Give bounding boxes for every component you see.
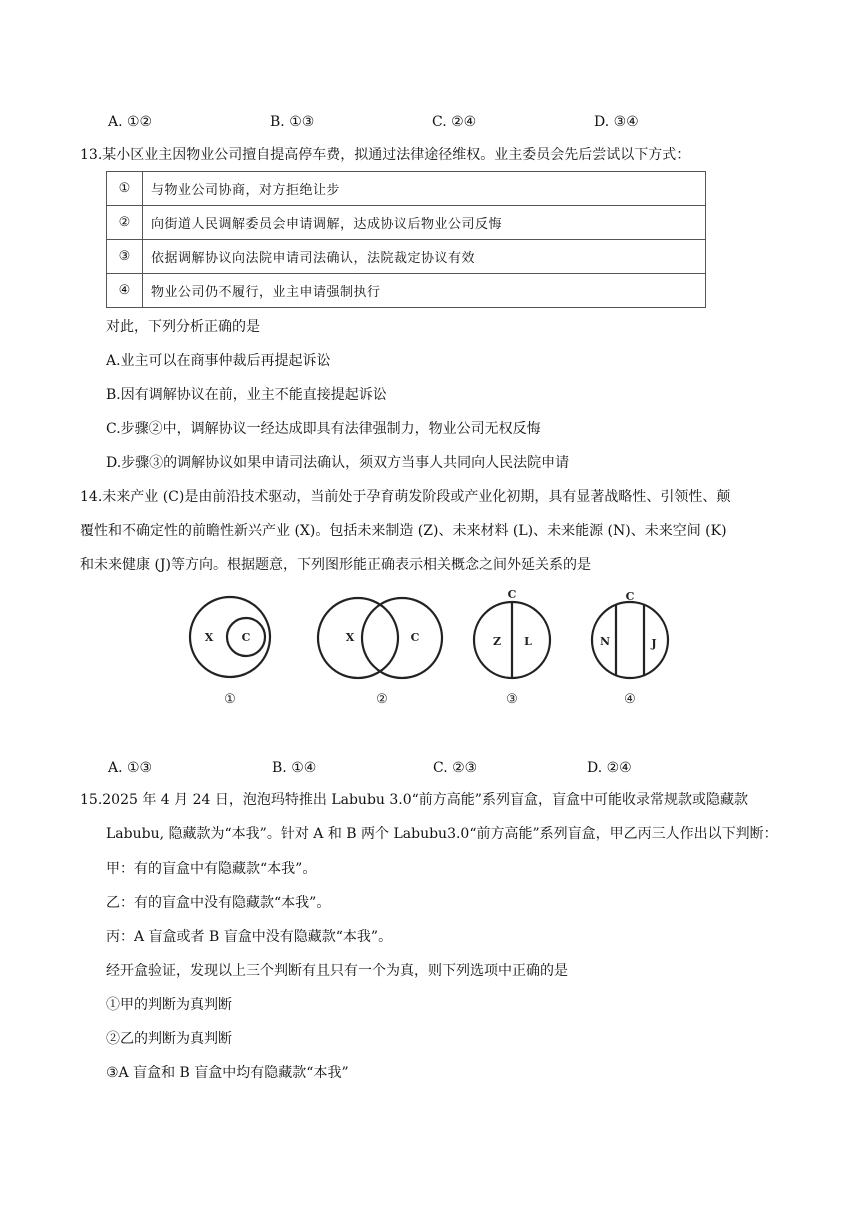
diagram-2-right-label: C (410, 631, 420, 644)
diagram-4-left-label: N (599, 635, 611, 648)
q13-stem: 13.某小区业主因物业公司擅自提高停车费，拟通过法律途径维权。业主委员会先后尝试以下方式： (80, 147, 691, 163)
diagram-2-number: ② (376, 692, 388, 707)
diagram-4-right-label: J (651, 637, 657, 650)
q14-diagrams (0, 580, 860, 720)
q13-question: 对此，下列分析正确的是 (106, 319, 260, 335)
q15-judgment-bing: 丙：A 盲盒或者 B 盲盒中没有隐藏款“本我”。 (106, 929, 393, 945)
q15-line-2: Labubu, 隐藏款为“本我”。针对 A 和 B 两个 Labubu3.0“前方高能”系列盲盒，甲乙丙三人作出以下判断： (106, 826, 778, 842)
q12-option-d: D. ③④ (594, 114, 639, 130)
q15-question: 经开盒验证，发现以上三个判断有且只有一个为真，则下列选项中正确的是 (106, 963, 568, 979)
table-row (107, 206, 706, 240)
diagram-2-right-circle (362, 598, 442, 678)
q14-option-c: C. ②③ (433, 760, 478, 776)
table-row (107, 240, 706, 274)
q12-option-b: B. ①③ (270, 114, 315, 130)
q13-steps-table (106, 171, 706, 308)
step-number: ④ (107, 274, 143, 308)
diagram-1-outer-label: X (204, 631, 214, 644)
q15-judgment-jia: 甲：有的盲盒中有隐藏款“本我”。 (106, 861, 317, 877)
step-number: ① (107, 172, 143, 206)
step-text: 与物业公司协商，对方拒绝让步 (143, 172, 706, 206)
diagram-2-left-circle (318, 598, 398, 678)
diagram-4-top-label: C (625, 590, 635, 603)
q13-option-a: A.业主可以在商事仲裁后再提起诉讼 (106, 353, 331, 369)
q13-option-d: D.步骤③的调解协议如果申请司法确认，须双方当事人共同向人民法院申请 (106, 455, 570, 471)
diagram-3-left-label: Z (492, 635, 502, 648)
step-number: ② (107, 206, 143, 240)
q14-line-2: 覆性和不确定性的前瞻性新兴产业 (X)。包括未来制造 (Z)、未来材料 (L)、未来能源 (N)、未来空间 (K) (80, 523, 727, 539)
table-row (107, 274, 706, 308)
step-number: ③ (107, 240, 143, 274)
q15-statement-2: ②乙的判断为真判断 (106, 1031, 232, 1047)
q13-option-b: B.因有调解协议在前，业主不能直接提起诉讼 (106, 387, 387, 403)
q14-line-3: 和未来健康 (J)等方向。根据题意，下列图形能正确表示相关概念之间外延关系的是 (80, 557, 591, 573)
q14-line-1: 14.未来产业 (C)是由前沿技术驱动，当前处于孕育萌发阶段或产业化初期，具有显著战略性、引领性、颠 (80, 489, 731, 505)
q12-option-a: A. ①② (108, 114, 153, 130)
table-row (107, 172, 706, 206)
q14-option-a: A. ①③ (108, 760, 153, 776)
q15-statement-1: ①甲的判断为真判断 (106, 997, 232, 1013)
diagram-1-outer-circle (190, 597, 270, 677)
diagram-4-number: ④ (624, 692, 636, 707)
diagram-1-number: ① (224, 692, 236, 707)
step-text: 依据调解协议向法院申请司法确认，法院裁定协议有效 (143, 240, 706, 274)
q12-option-c: C. ②④ (432, 114, 477, 130)
diagram-3-number: ③ (506, 692, 518, 707)
step-text: 物业公司仍不履行，业主申请强制执行 (143, 274, 706, 308)
step-text: 向街道人民调解委员会申请调解，达成协议后物业公司反悔 (143, 206, 706, 240)
diagram-3-right-label: L (524, 635, 532, 648)
q15-statement-3: ③A 盲盒和 B 盲盒中均有隐藏款“本我” (106, 1065, 349, 1081)
q14-option-b: B. ①④ (272, 760, 317, 776)
diagram-1-inner-label: C (241, 631, 251, 644)
diagram-3-top-label: C (507, 588, 517, 601)
q15-line-1: 15.2025 年 4 月 24 日，泡泡玛特推出 Labubu 3.0“前方高能”系列盲盒，盲盒中可能收录常规款或隐藏款 (80, 792, 748, 808)
q14-option-d: D. ②④ (587, 760, 632, 776)
q13-option-c: C.步骤②中，调解协议一经达成即具有法律强制力，物业公司无权反悔 (106, 421, 541, 437)
q15-judgment-yi: 乙：有的盲盒中没有隐藏款“本我”。 (106, 895, 331, 911)
diagram-2-left-label: X (345, 631, 355, 644)
